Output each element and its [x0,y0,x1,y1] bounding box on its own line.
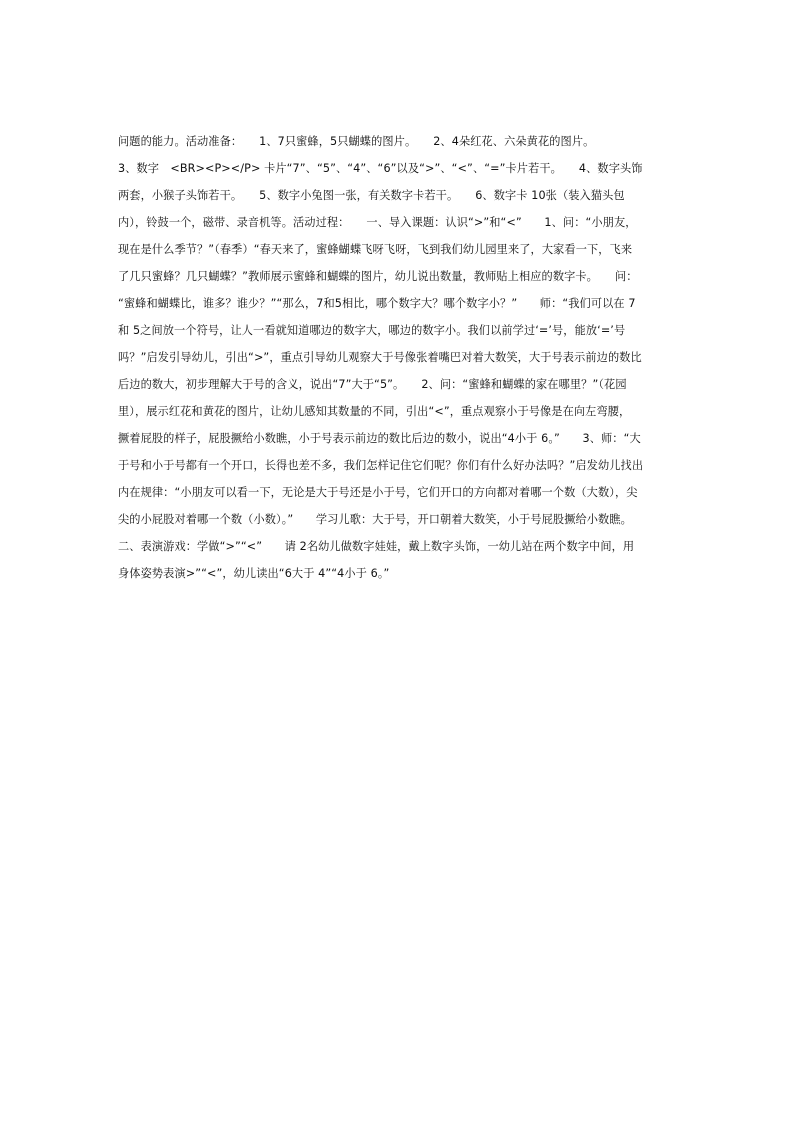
text-line-8: 和 5之间放一个符号，让人一看就知道哪边的数字大，哪边的数字小。我们以前学过‘=’号，能放‘=’号 [118,324,626,337]
text-line-13: 于号和小于号都有一个开口，长得也差不多，我们怎样记住它们呢？你们有什么好办法吗？”启发幼儿找出 [118,459,644,472]
text-line-3: 两套，小猴子头饰若干。 5、数字小兔图一张，有关数字卡若干。 6、数字卡 10张（装入猫头包 [118,189,625,202]
text-line-9: 吗？”启发引导幼儿，引出“>”，重点引导幼儿观察大于号像张着嘴巴对着大数笑，大于号表示前边的数比 [118,351,642,364]
text-line-15: 尖的小屁股对着哪一个数（小数）。” 学习儿歌：大于号，开口朝着大数笑，小于号屁股撅给小数瞧。 [118,513,632,526]
text-line-7: “蜜蜂和蝴蝶比，谁多？谁少？”“那么，7和5相比，哪个数字大？哪个数字小？” 师：“我们可以在 7 [118,297,636,310]
text-line-6: 了几只蜜蜂？几只蝴蝶？”教师展示蜜蜂和蝴蝶的图片，幼儿说出数量，教师贴上相应的数字卡。 问： [118,270,638,283]
text-line-12: 撅着屁股的样子，屁股撅给小数瞧，小于号表示前边的数比后边的数小，说出“4小于 6。” 3、师：“大 [118,432,641,445]
text-line-4: 内），铃鼓一个，磁带、录音机等。活动过程： 一、导入课题：认识“>”和“<” 1、问：“小朋友， [118,216,637,229]
text-line-14: 内在规律：“小朋友可以看一下，无论是大于号还是小于号，它们开口的方向都对着哪一个数（大数），尖 [118,486,638,499]
text-line-1: 问题的能力。活动准备： 1、7只蜜蜂，5只蝴蝶的图片。 2、4朵红花、六朵黄花的图片。 [118,135,595,148]
text-line-17: 身体姿势表演>”“<”，幼儿读出“6大于 4”“4小于 6。” [118,567,390,580]
text-line-2: 3、数字 <BR><P></P> 卡片“7”、“5”、“4”、“6”以及“>”、“<”、“=”卡片若干。 4、数字头饰 [118,162,643,175]
text-line-10: 后边的数大，初步理解大于号的含义，说出“7”大于“5”。 2、问：“蜜蜂和蝴蝶的家在哪里？”（花园 [118,378,627,391]
text-line-16: 二、表演游戏：学做“>”“<” 请 2名幼儿做数字娃娃，戴上数字头饰，一幼儿站在两个数字中间，用 [118,540,635,553]
document-body [118,128,678,587]
text-line-11: 里），展示红花和黄花的图片，让幼儿感知其数量的不同，引出“<”，重点观察小于号像是在向左弯腰， [118,405,631,418]
text-line-5: 现在是什么季节？”（春季）“春天来了，蜜蜂蝴蝶飞呀飞呀，飞到我们幼儿园里来了，大家看一下，飞来 [118,243,633,256]
